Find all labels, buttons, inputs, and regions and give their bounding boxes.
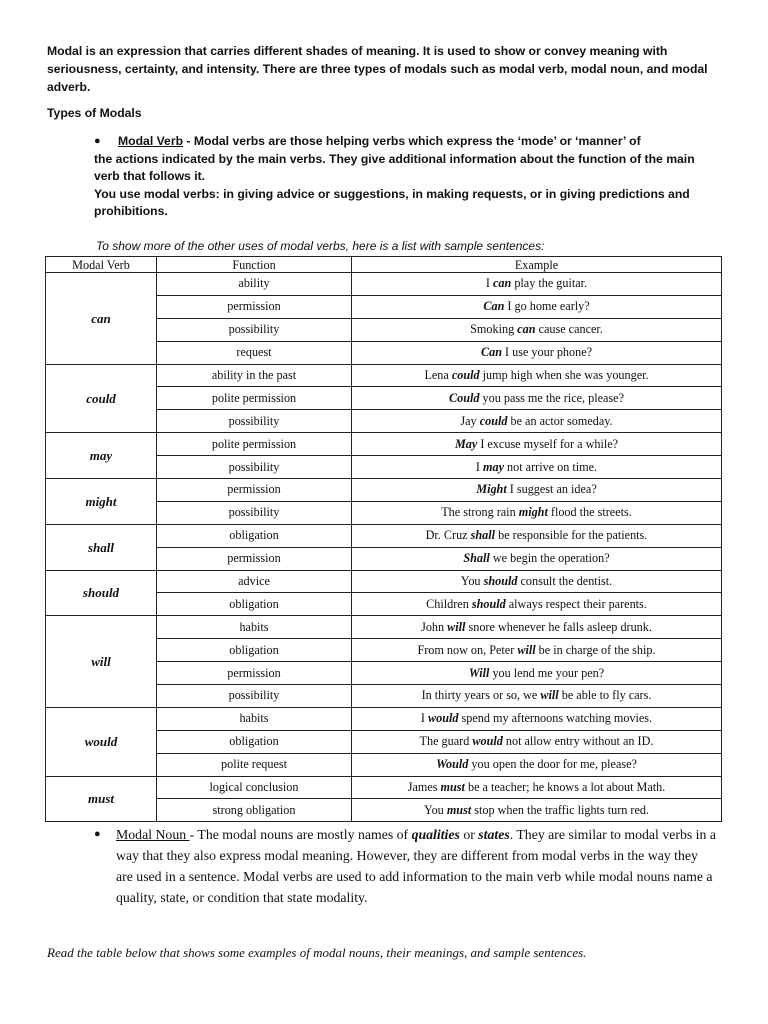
modal-verb-cell: could [46, 364, 157, 433]
table-row [46, 570, 722, 593]
example-text: you pass me the rice, please? [479, 390, 624, 405]
intro-paragraph: Modal is an expression that carries different shades of meaning. It is used to show or convey meaning with seriousness, certainty, and intensity. There are three types of modals such as modal verb, modal noun, and modal adverb. [47, 44, 708, 94]
example-text: cause cancer. [535, 322, 603, 337]
function-cell: request [157, 341, 352, 364]
modal-noun-text: . They are similar to modal verbs in a way that they also express modal meaning. However, they are different from modal verbs in the way they are used in a sentence. Modal verbs are used to add information to the main verb while modal nouns name a quality, state, or condition that state modality. [116, 827, 716, 905]
modal-verb-cell: will [46, 616, 157, 708]
table-row [46, 707, 722, 730]
function-cell: habits [157, 707, 352, 730]
example-cell [352, 593, 722, 616]
example-modal-word: must [446, 802, 472, 817]
example-text: flood the streets. [547, 505, 632, 520]
example-cell [352, 753, 722, 776]
example-text: play the guitar. [511, 276, 588, 291]
function-cell: advice [157, 570, 352, 593]
function-cell: ability in the past [157, 364, 352, 387]
function-cell: possibility [157, 410, 352, 433]
function-cell: permission [157, 479, 352, 502]
modal-noun-emphasis: states [478, 827, 510, 842]
function-cell: permission [157, 295, 352, 318]
example-cell [352, 433, 722, 456]
modal-verb-cell: should [46, 570, 157, 616]
example-text: be in charge of the ship. [535, 642, 656, 657]
example-text: we begin the operation? [489, 551, 610, 566]
example-modal-word: could [479, 413, 508, 428]
example-cell [352, 479, 722, 502]
example-cell [352, 616, 722, 639]
function-cell: permission [157, 547, 352, 570]
example-text: You [423, 802, 447, 817]
example-cell [352, 776, 722, 799]
example-text: John [421, 619, 448, 634]
function-cell: habits [157, 616, 352, 639]
table-row [46, 433, 722, 456]
example-text: Dr. Cruz [425, 528, 471, 543]
header-modal-verb: Modal Verb [46, 257, 157, 273]
table-row [46, 479, 722, 502]
example-text: be able to fly cars. [558, 688, 652, 703]
function-cell: possibility [157, 685, 352, 708]
function-cell: polite permission [157, 387, 352, 410]
function-cell: obligation [157, 593, 352, 616]
example-text: Jay [460, 413, 480, 428]
example-text: I suggest an idea? [506, 482, 597, 497]
example-text: not arrive on time. [504, 459, 598, 474]
header-function: Function [157, 257, 352, 273]
table-header-row [46, 257, 722, 273]
example-cell [352, 410, 722, 433]
example-modal-word: would [472, 734, 503, 749]
example-text: The guard [419, 734, 473, 749]
example-modal-word: would [428, 711, 459, 726]
example-text: be an actor someday. [507, 413, 613, 428]
example-modal-word: Can [483, 299, 505, 314]
modal-verb-cell: may [46, 433, 157, 479]
function-cell: obligation [157, 730, 352, 753]
example-modal-word: May [454, 436, 478, 451]
example-text: you lend me your pen? [489, 665, 605, 680]
example-modal-word: should [483, 574, 518, 589]
function-cell: permission [157, 662, 352, 685]
example-text: not allow entry without an ID. [502, 734, 654, 749]
table-body [46, 273, 722, 822]
modal-verb-usage: You use modal verbs: in giving advice or suggestions, in making requests, or in giving predictions and prohibitions. [94, 186, 690, 218]
function-cell: possibility [157, 318, 352, 341]
example-modal-word: can [493, 276, 512, 291]
function-cell: ability [157, 273, 352, 296]
example-modal-word: should [471, 596, 506, 611]
example-cell [352, 547, 722, 570]
example-modal-word: must [440, 780, 465, 795]
header-example: Example [352, 257, 722, 273]
modal-noun-paragraph [116, 824, 716, 908]
example-cell [352, 501, 722, 524]
modal-verb-cell: shall [46, 524, 157, 570]
table-caption: To show more of the other uses of modal verbs, here is a list with sample sentences: [96, 239, 545, 253]
bullet-icon: ● [94, 135, 101, 147]
example-modal-word: will [540, 688, 559, 703]
example-text: You [460, 574, 484, 589]
function-cell: polite request [157, 753, 352, 776]
example-text: Lena [424, 368, 452, 382]
example-modal-word: will [447, 619, 466, 634]
modal-noun-text: - The modal nouns are mostly names of [189, 827, 412, 842]
example-text: I [420, 711, 428, 726]
modal-noun-emphasis: qualities [411, 827, 460, 842]
example-modal-word: can [517, 322, 536, 337]
modal-noun-term: Modal Noun [116, 827, 190, 842]
example-modal-word: shall [470, 528, 496, 543]
modal-verb-definition-part2: the actions indicated by the main verbs. They give additional information about the function of the main verb that follows it. [94, 151, 695, 183]
example-text: Children [426, 596, 472, 611]
function-cell: polite permission [157, 433, 352, 456]
example-modal-word: could [451, 368, 480, 382]
example-cell [352, 295, 722, 318]
modal-verb-cell: would [46, 707, 157, 776]
example-modal-word: Shall [463, 551, 490, 566]
modal-verb-section [94, 133, 704, 221]
example-text: stop when the traffic lights turn red. [471, 802, 650, 817]
example-text: I excuse myself for a while? [477, 436, 619, 451]
example-text: snore whenever he falls asleep drunk. [465, 619, 652, 634]
example-cell [352, 570, 722, 593]
table-row [46, 524, 722, 547]
function-cell: logical conclusion [157, 776, 352, 799]
example-text: jump high when she was younger. [479, 368, 649, 382]
example-cell [352, 273, 722, 296]
table-row [46, 616, 722, 639]
example-cell [352, 387, 722, 410]
example-modal-word: Could [449, 390, 480, 405]
example-text: consult the dentist. [517, 574, 613, 589]
example-cell [352, 364, 722, 387]
example-text: you open the door for me, please? [468, 757, 637, 772]
modal-verb-cell: might [46, 479, 157, 525]
example-cell [352, 707, 722, 730]
example-cell [352, 662, 722, 685]
table-row [46, 364, 722, 387]
function-cell: obligation [157, 639, 352, 662]
function-cell: obligation [157, 524, 352, 547]
example-cell [352, 799, 722, 822]
function-cell: strong obligation [157, 799, 352, 822]
modal-noun-text: or [459, 827, 479, 842]
table-row [46, 273, 722, 296]
example-text: Smoking [470, 322, 518, 337]
example-text: James [407, 780, 441, 795]
example-modal-word: Would [436, 757, 469, 772]
example-cell [352, 685, 722, 708]
modal-verb-cell: can [46, 273, 157, 365]
example-cell [352, 456, 722, 479]
example-modal-word: might [518, 505, 548, 520]
modal-verb-cell: must [46, 776, 157, 822]
example-text: I [475, 459, 484, 474]
example-text: The strong rain [441, 505, 519, 520]
example-modal-word: may [483, 459, 504, 474]
table-row [46, 776, 722, 799]
example-cell [352, 524, 722, 547]
example-text: spend my afternoons watching movies. [458, 711, 653, 726]
types-of-modals-heading: Types of Modals [47, 106, 142, 120]
example-text: be responsible for the patients. [495, 528, 648, 543]
function-cell: possibility [157, 456, 352, 479]
example-text: always respect their parents. [505, 596, 647, 611]
example-modal-word: Might [476, 482, 507, 497]
example-text: In thirty years or so, we [421, 688, 541, 703]
example-cell [352, 341, 722, 364]
modal-noun-section [94, 824, 716, 908]
example-cell [352, 639, 722, 662]
example-text: be a teacher; he knows a lot about Math. [464, 780, 666, 795]
bullet-icon: ● [94, 828, 101, 840]
function-cell: possibility [157, 501, 352, 524]
modal-verbs-table [45, 256, 722, 822]
modal-verb-definition [94, 133, 704, 151]
modal-verb-definition-part1: - Modal verbs are those helping verbs which express the ‘mode’ or ‘manner’ of [183, 134, 641, 148]
example-text: I go home early? [504, 299, 590, 314]
example-modal-word: Can [480, 345, 502, 360]
example-text: I [485, 276, 493, 291]
example-cell [352, 730, 722, 753]
example-cell [352, 318, 722, 341]
example-modal-word: will [517, 642, 536, 657]
modal-verb-term: Modal Verb [118, 134, 184, 148]
example-text: I use your phone? [501, 345, 593, 360]
closing-sentence: Read the table below that shows some examples of modal nouns, their meanings, and sample sentences. [47, 945, 587, 960]
example-modal-word: Will [468, 665, 490, 680]
example-text: From now on, Peter [417, 642, 518, 657]
